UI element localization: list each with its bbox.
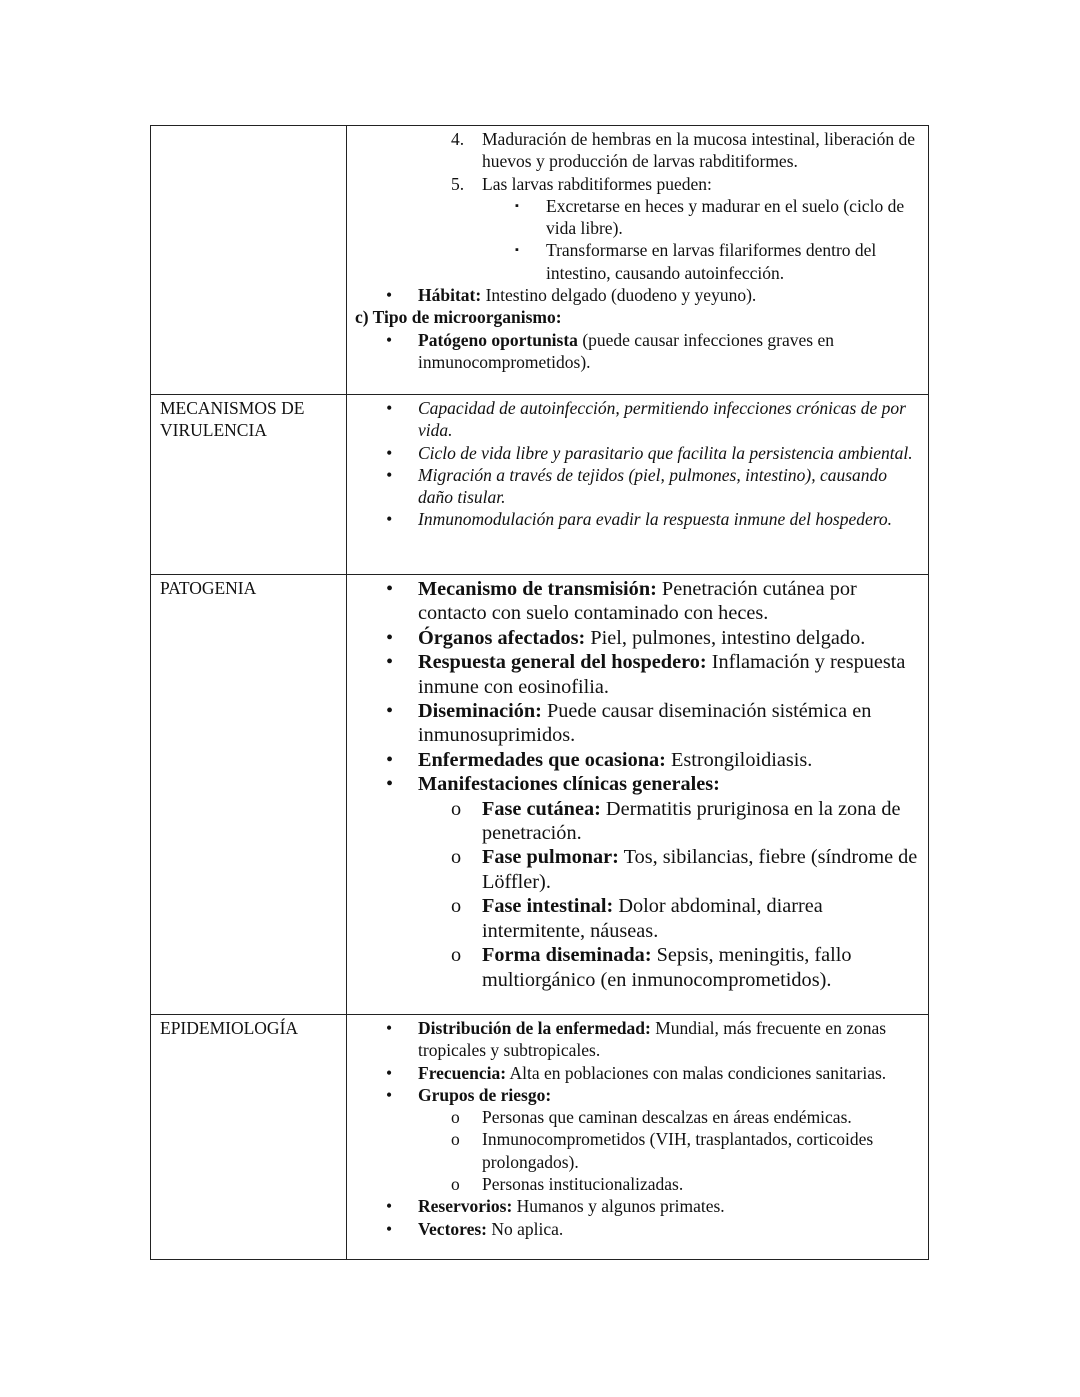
item-text: Alta en poblaciones con malas condiciones sanitarias.	[506, 1062, 887, 1083]
bullet-icon: •	[386, 578, 394, 600]
bullet-icon: •	[386, 1084, 393, 1105]
bullet-item	[347, 329, 918, 374]
bullet-item	[347, 284, 918, 306]
sub-item	[347, 894, 918, 943]
item-label: Fase cutánea:	[482, 797, 601, 820]
item-label: Patógeno oportunista	[418, 329, 578, 350]
row-content	[347, 575, 928, 1014]
item-label: Grupos de riesgo:	[418, 1084, 552, 1105]
bullet-item	[347, 626, 918, 650]
bullet-item	[347, 577, 918, 626]
bullet-item	[347, 1017, 918, 1062]
sub-item	[347, 1106, 918, 1128]
bullet-item	[347, 442, 918, 464]
bullet-icon: •	[386, 329, 393, 350]
item-text: Excretarse en heces y madurar en el suelo (ciclo de vida libre).	[546, 195, 905, 239]
item-text: Ciclo de vida libre y parasitario que facilita la persistencia ambiental.	[418, 442, 913, 463]
item-text: Las larvas rabditiformes pueden:	[482, 173, 712, 194]
bullet-item	[347, 464, 918, 509]
item-number: 4.	[451, 129, 465, 149]
bullet-icon: •	[386, 442, 393, 463]
item-text: Puede causar diseminación sistémica en inmunosuprimidos.	[418, 700, 872, 747]
item-number: 5.	[451, 173, 465, 194]
item-text: Piel, pulmones, intestino delgado.	[585, 626, 866, 649]
item-text: Dolor abdominal, diarrea intermitente, náuseas.	[482, 895, 823, 942]
bullet-item	[347, 748, 918, 772]
sub-item	[347, 239, 918, 284]
table-row-patogenia	[151, 574, 928, 1014]
numbered-item	[347, 128, 918, 173]
item-text: Mundial, más frecuente en zonas tropicales y subtropicales.	[418, 1018, 887, 1061]
circle-bullet-icon: o	[451, 846, 462, 869]
row-label: PATOGENIA	[151, 575, 347, 1014]
item-label: Manifestaciones clínicas generales:	[418, 773, 720, 796]
circle-bullet-icon: o	[451, 1174, 460, 1195]
info-table	[150, 125, 929, 1260]
bullet-icon: •	[386, 285, 393, 306]
item-text: (puede causar infecciones graves en inmunocomprometidos).	[418, 329, 834, 372]
row-label: EPIDEMIOLOGÍA	[151, 1015, 347, 1259]
item-label: Fase intestinal:	[482, 895, 614, 918]
section-heading: c) Tipo de microorganismo:	[355, 307, 562, 328]
bullet-icon: •	[386, 1018, 393, 1038]
item-text: Migración a través de tejidos (piel, pulmones, intestino), causando daño tisular.	[418, 464, 888, 508]
bullet-icon: •	[386, 773, 394, 796]
bullet-item	[347, 699, 918, 748]
item-label: Reservorios:	[418, 1196, 513, 1217]
item-text: Sepsis, meningitis, fallo multiorgánico (en inmunocomprometidos).	[482, 944, 852, 991]
bullet-item	[347, 650, 918, 699]
item-text: Inflamación y respuesta inmune con eosinofilia.	[418, 651, 906, 698]
item-label: Frecuencia:	[418, 1062, 507, 1083]
item-label: Enfermedades que ocasiona:	[418, 748, 666, 771]
sub-item	[347, 943, 918, 992]
item-text: Capacidad de autoinfección, permitiendo infecciones crónicas de por vida.	[418, 398, 906, 441]
item-text: No aplica.	[487, 1218, 564, 1239]
item-label: Forma diseminada:	[482, 944, 652, 967]
bullet-icon: •	[386, 509, 393, 530]
row-label: MECANISMOS DE VIRULENCIA	[151, 395, 347, 574]
bullet-item	[347, 397, 918, 442]
bullet-item	[347, 772, 918, 796]
item-text: Personas institucionalizadas.	[482, 1174, 684, 1195]
bullet-icon: •	[386, 1062, 393, 1083]
bullet-item	[347, 1084, 918, 1106]
item-text: Estrongiloidiasis.	[665, 748, 813, 771]
item-label: Mecanismo de transmisión:	[418, 578, 657, 600]
numbered-item	[347, 173, 918, 195]
item-label: Fase pulmonar:	[482, 846, 619, 869]
bullet-icon: •	[386, 464, 393, 485]
bullet-icon: •	[386, 1218, 393, 1239]
item-text: Transformarse en larvas filariformes dentro del intestino, causando autoinfección.	[546, 240, 877, 283]
item-label: Respuesta general del hospedero:	[418, 651, 707, 674]
row-content	[347, 395, 928, 574]
circle-bullet-icon: o	[451, 1129, 460, 1150]
bullet-item	[347, 508, 918, 530]
bullet-item	[347, 1218, 918, 1240]
circle-bullet-icon: o	[451, 944, 462, 967]
item-text: Personas que caminan descalzas en áreas endémicas.	[482, 1107, 852, 1128]
bullet-icon: •	[386, 651, 394, 674]
bullet-icon: •	[386, 700, 394, 723]
square-bullet-icon: ▪	[515, 244, 519, 257]
circle-bullet-icon: o	[451, 895, 462, 918]
sub-item	[347, 1128, 918, 1173]
row-label	[151, 126, 347, 394]
bullet-icon: •	[386, 626, 394, 649]
item-text: Maduración de hembras en la mucosa intestinal, liberación de huevos y producción de larvas rabditiformes.	[482, 129, 915, 172]
sub-item	[347, 845, 918, 894]
item-text: Dermatitis pruriginosa en la zona de penetración.	[482, 797, 901, 845]
circle-bullet-icon: o	[451, 1107, 460, 1128]
table-row-epidemiologia	[151, 1014, 928, 1259]
sub-item	[347, 797, 918, 846]
item-label: Diseminación:	[418, 700, 542, 723]
item-text: Intestino delgado (duodeno y yeyuno).	[481, 285, 757, 306]
square-bullet-icon: ▪	[515, 199, 519, 212]
table-row-continuation	[151, 126, 928, 394]
sub-item	[347, 1173, 918, 1195]
bullet-icon: •	[386, 398, 393, 418]
circle-bullet-icon: o	[451, 797, 462, 820]
row-content	[347, 126, 928, 394]
row-content	[347, 1015, 928, 1259]
item-text: Humanos y algunos primates.	[512, 1196, 725, 1217]
item-label: Distribución de la enfermedad:	[418, 1018, 651, 1038]
item-label: Vectores:	[418, 1218, 488, 1239]
item-text: Penetración cutánea por contacto con suelo contaminado con heces.	[418, 578, 857, 625]
bullet-icon: •	[386, 748, 394, 771]
item-label: Órganos afectados:	[418, 626, 586, 649]
sub-item	[347, 195, 918, 240]
table-row-mecanismos	[151, 394, 928, 574]
item-text: Inmunocomprometidos (VIH, trasplantados, corticoides prolongados).	[482, 1129, 874, 1172]
item-text: Inmunomodulación para evadir la respuesta inmune del hospedero.	[418, 509, 893, 530]
bullet-item	[347, 1062, 918, 1084]
item-text: Tos, sibilancias, fiebre (síndrome de Löffler).	[482, 846, 918, 893]
bullet-item	[347, 1195, 918, 1217]
item-label: Hábitat:	[418, 285, 482, 306]
bullet-icon: •	[386, 1196, 393, 1217]
